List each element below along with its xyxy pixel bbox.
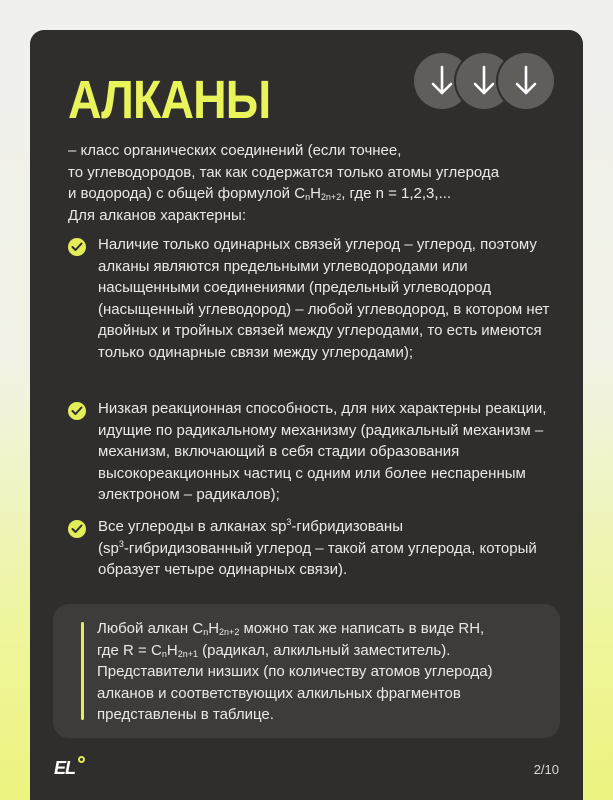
page-title: АЛКАНЫ	[68, 70, 271, 130]
intro-line: Для алканов характерны:	[68, 206, 247, 224]
list-item-text: Низкая реакционная способность, для них характерны реакции, идущие по радикальному механизму (радикальный механизм – механизм, включающий в себя стадии образования высокореакционных частиц с одним или более неспаренным электроном – радикалов);	[98, 400, 547, 503]
check-icon	[68, 520, 86, 538]
arrow-down-icon	[498, 53, 554, 109]
page-number: 2/10	[533, 762, 559, 777]
list-item-text: Наличие только одинарных связей углерод – углерод, поэтому алканы являются предельными углеводородами или насыщенными соединениями (предельный углеводород (насыщенный углеводород) – любой углеводород, в котором нет двойных и тройных связей между углеродами, то есть имеются только одинарные связи между углеродами);	[98, 236, 550, 361]
intro-line: – класс органических соединений (если точнее,	[68, 142, 402, 159]
note-accent-bar	[81, 622, 84, 720]
scroll-arrows	[414, 53, 554, 109]
check-icon	[68, 402, 86, 420]
slide-card	[30, 30, 583, 800]
intro-formula-line: и водорода) с общей формулой $C_nH_{2n+2}$, где n = 1,2,3,...	[68, 185, 452, 202]
logo-dot	[78, 756, 85, 763]
check-icon	[68, 238, 86, 256]
list-item-text: Все углероды в алканах $sp^3$-гибридизованы ($sp^3$-гибридизованный углерод – такой атом углерода, который образует четыре одинарных связи).	[98, 517, 537, 578]
logo-icon: EL	[54, 758, 76, 778]
intro-paragraph	[68, 140, 568, 226]
note-text: Любой алкан $C_nH_{2n+2}$ можно так же написать в виде RH, где $R = C_nH_{2n+1}$ (радикал, алкильный заместитель). Представители низших (по количеству атомов углерода) алканов и соответствующих алкильных фрагментов представлены в таблице.	[97, 620, 493, 723]
note-box	[53, 604, 560, 738]
intro-line: то углеводородов, так как содержатся только атомы углерода	[68, 163, 500, 181]
